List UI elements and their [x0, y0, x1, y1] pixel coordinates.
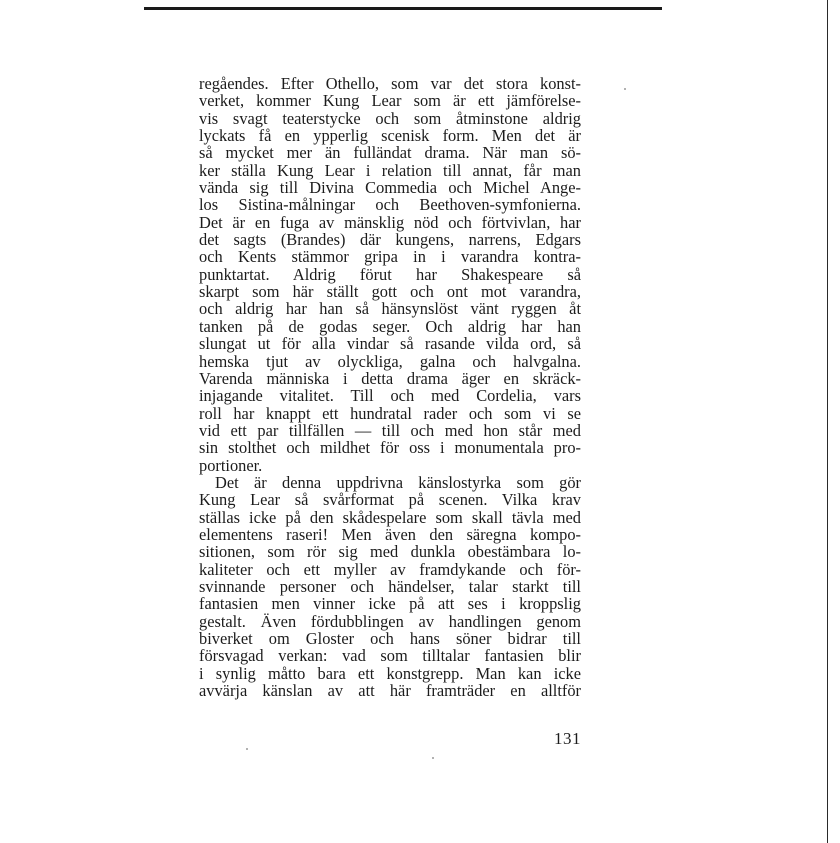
text-line: los Sistina-målningar och Beethoven-symfonierna. [199, 195, 581, 215]
text-line: sitionen, som rör sig med dunkla obestämbara lo- [199, 542, 581, 562]
text-line: gestalt. Även fördubblingen av handlingen genom [199, 611, 581, 631]
text-line: elementens raseri! Men även den säregna kompo- [199, 524, 581, 544]
text-line: avvärja känslan av att här framträder en alltför [199, 681, 581, 701]
page-number: 131 [554, 729, 581, 748]
text-line: tanken på de godas seger. Och aldrig har han [199, 316, 581, 336]
text-line: lyckats få en ypperlig scenisk form. Men det är [199, 126, 581, 146]
paragraph-start-line: Det är denna uppdrivna känslostyrka som gör [215, 472, 581, 492]
top-rule [144, 7, 662, 10]
text-line: vis svagt teaterstycke och som åtminstone aldrig [199, 108, 581, 128]
text-line: fantasien men vinner icke på att ses i kroppslig [199, 594, 581, 614]
text-line: så mycket mer än fulländat drama. När man sö- [199, 143, 581, 163]
paragraph-end-line: portioner. [199, 455, 263, 475]
text-line: injagande vitalitet. Till och med Cordelia, vars [199, 386, 581, 406]
text-line: ställas icke på den skådespelare som skall tävla med [199, 507, 581, 527]
text-line: hemska tjut av olyckliga, galna och halvgalna. [199, 351, 581, 371]
text-line: det sagts (Brandes) där kungens, narrens, Edgars [199, 230, 581, 250]
text-line: Varenda människa i detta drama äger en skräck- [199, 368, 581, 388]
text-line: vid ett par tillfällen — till och med hon står med [199, 420, 581, 440]
scan-speck [624, 88, 626, 90]
text-line: Det är en fuga av mänsklig nöd och förtvivlan, har [199, 212, 581, 232]
text-line: punktartat. Aldrig förut har Shakespeare så [199, 264, 581, 284]
text-line: biverket om Gloster och hans söner bidrar till [199, 629, 581, 648]
page-edge-line [827, 0, 828, 843]
text-line: svinnande personer och händelser, talar starkt till [199, 576, 581, 596]
text-line: och Kents stämmor gripa in i varandra kontra- [199, 247, 581, 267]
text-line: vända sig till Divina Commedia och Michel Ange- [199, 178, 581, 198]
text-line: sin stolthet och mildhet för oss i monumentala pro- [199, 438, 581, 458]
text-line: skarpt som här ställt gott och ont mot varandra, [199, 282, 581, 302]
text-line: Kung Lear så svårformat på scenen. Vilka krav [199, 490, 581, 510]
text-line: roll har knappt ett hundratal rader och som vi se [199, 403, 581, 423]
scan-speck [432, 757, 434, 759]
text-line: kaliteter och ett myller av framdykande och för- [199, 559, 581, 579]
scan-speck [246, 748, 248, 750]
body-text [199, 75, 581, 699]
text-line: försvagad verkan: vad som tilltalar fantasien blir [199, 646, 581, 666]
text-line: verket, kommer Kung Lear som är ett jämförelse- [199, 91, 581, 111]
text-line: slungat ut för alla vindar så rasande vilda ord, så [199, 334, 581, 354]
text-line: ker ställa Kung Lear i relation till annat, får man [199, 160, 581, 180]
text-line: och aldrig har han så hänsynslöst vänt ryggen åt [199, 299, 581, 319]
text-line: regåendes. Efter Othello, som var det stora konst- [199, 74, 581, 93]
text-line: i synlig måtto bara ett konstgrepp. Man kan icke [199, 663, 581, 683]
